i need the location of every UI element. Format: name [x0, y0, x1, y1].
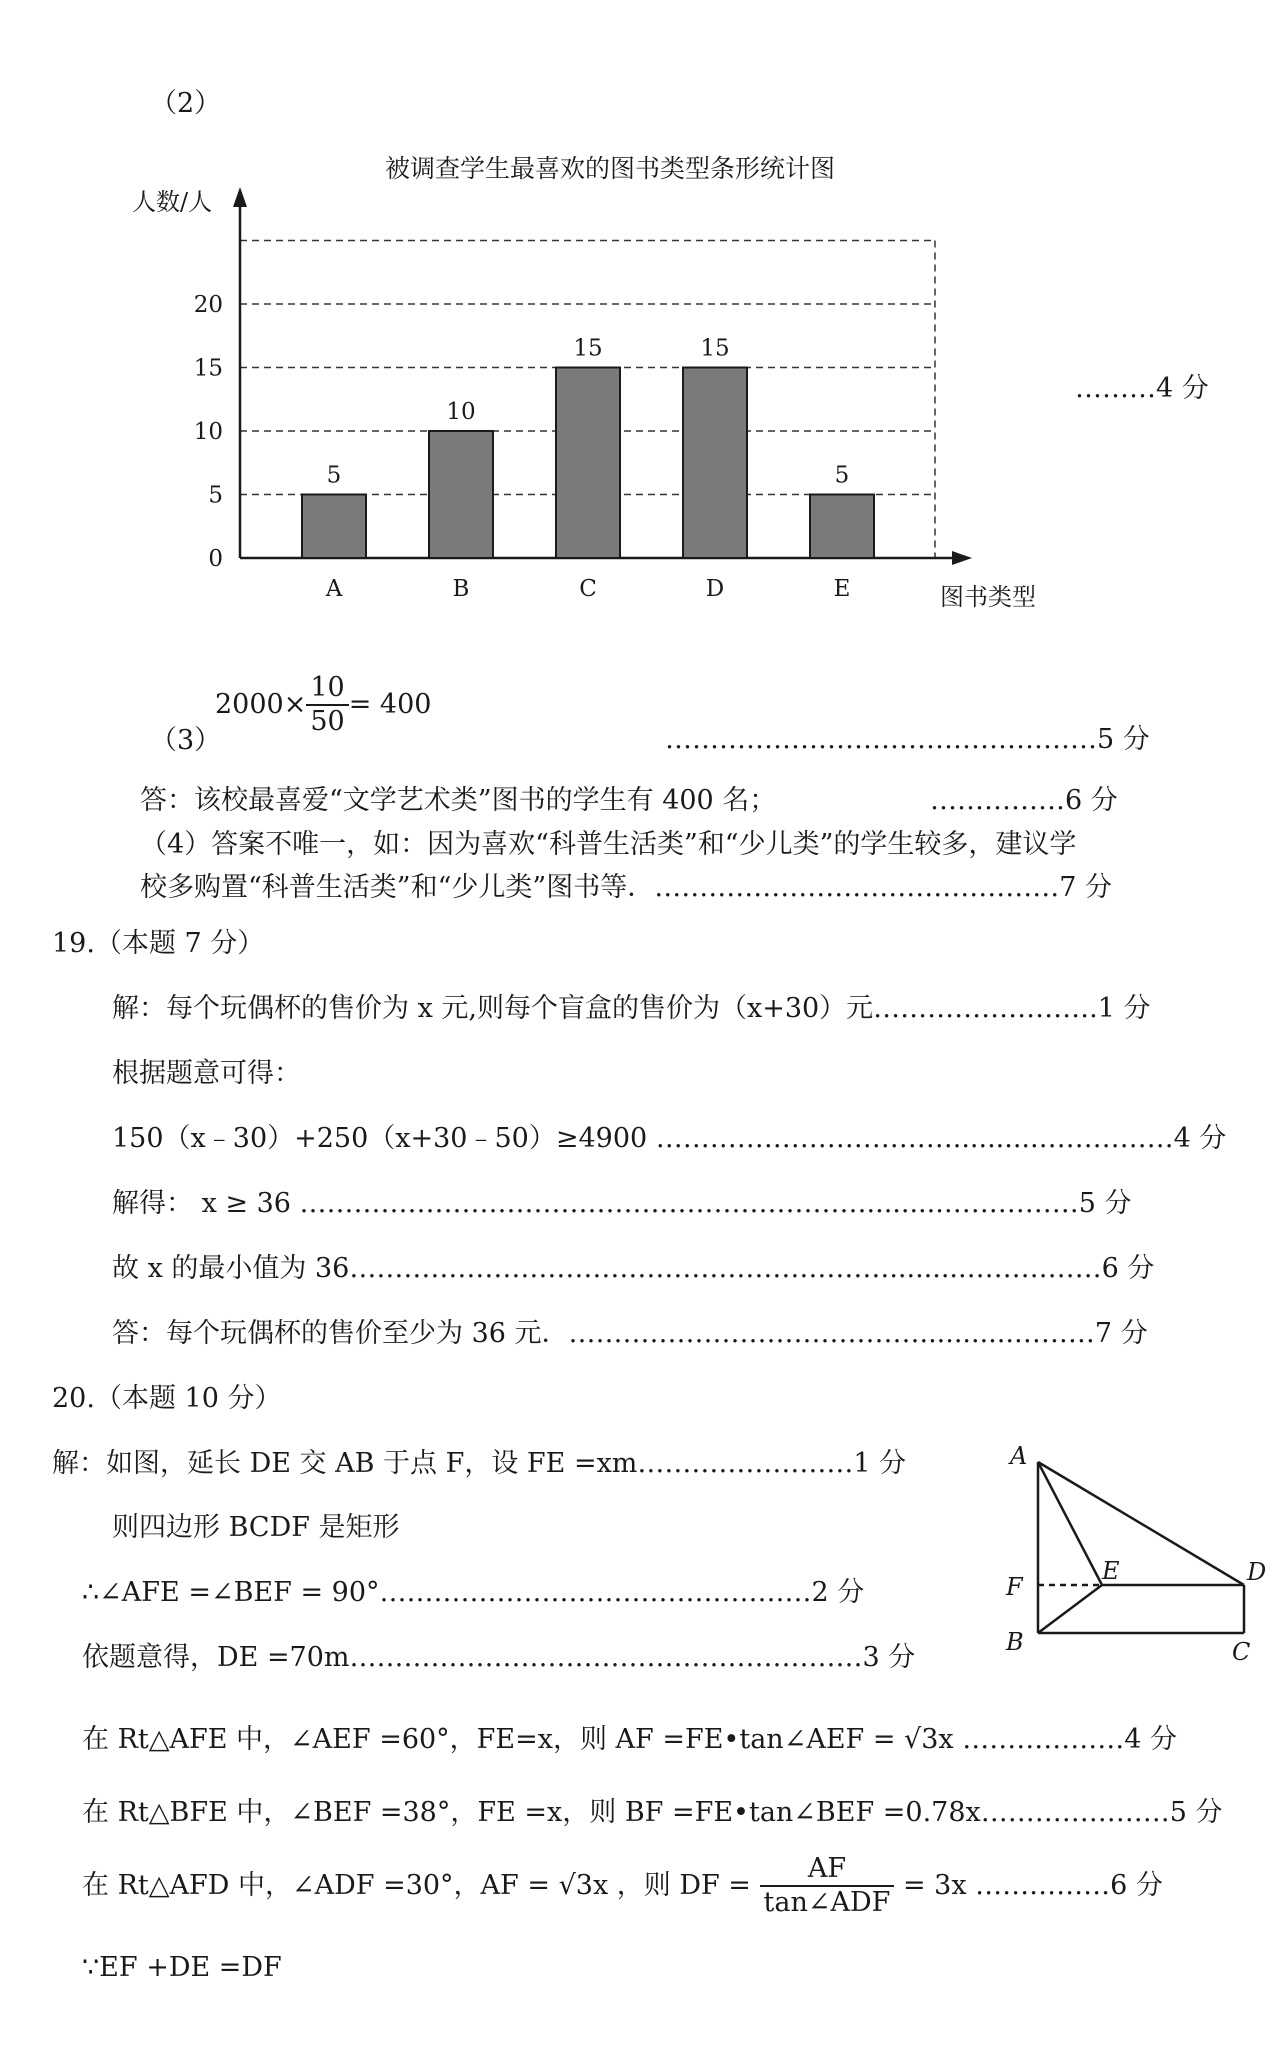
- y-tick-label: 20: [193, 292, 223, 318]
- formula-left: 2000×: [215, 688, 307, 720]
- label-d: D: [1247, 1558, 1267, 1586]
- label-a: A: [1010, 1442, 1028, 1470]
- bar: [302, 495, 366, 559]
- q20-line6: 在 Rt△BFE 中，∠BEF =38°，FE =x，则 BF =FE•tan∠BEF =0.78x…………………5 分: [82, 1797, 1223, 1828]
- formula-denominator: 50: [310, 706, 345, 738]
- label-c: C: [1232, 1638, 1251, 1666]
- score-answer3: ……………6 分: [930, 785, 1118, 816]
- bar-chart: [120, 145, 1080, 635]
- q19-line1: 解：每个玩偶杯的售价为 x 元,则每个盲盒的售价为（x+30）元…………………….1 分: [112, 993, 1151, 1024]
- x-axis-arrow: [952, 551, 972, 565]
- geometry-figure: [990, 1440, 1280, 1670]
- bar-value-label: 15: [573, 335, 603, 362]
- q19-header: 19.（本题 7 分）: [52, 928, 265, 959]
- q19-line6: 答：每个玩偶杯的售价至少为 36 元．…………………………………...........………7 分: [112, 1318, 1148, 1349]
- q20-line5: 在 Rt△AFE 中，∠AEF =60°，FE=x，则 AF =FE•tan∠AEF = √3x ………………4 分: [82, 1724, 1178, 1755]
- bar-value-label: 15: [700, 335, 730, 362]
- q20-header: 20.（本题 10 分）: [52, 1383, 282, 1414]
- q20-line7-pre: 在 Rt△AFD 中，∠ADF =30°，AF = √3x ，则 DF =: [82, 1869, 751, 1901]
- q19-line2: 根据题意可得：: [112, 1058, 301, 1089]
- q20-line7-fraction: [760, 1853, 895, 1920]
- formula-right: = 400: [348, 688, 432, 720]
- q20-line7-numerator: AF: [760, 1853, 895, 1887]
- part4-line2: 校多购置“科普生活类”和“少儿类”图书等．………………………………………7 分: [140, 872, 1112, 903]
- q20-line8: ∵EF +DE =DF: [82, 1952, 282, 1983]
- bar: [429, 431, 493, 558]
- bar: [683, 368, 747, 559]
- bar: [810, 495, 874, 559]
- x-tick-label: B: [452, 576, 470, 602]
- q19-line4: 解得： x ≥ 36 ……………………………………………………….........……………5 分: [112, 1188, 1132, 1219]
- label-f: F: [1006, 1573, 1023, 1601]
- q19-line3: 150（x﹣30）+250（x+30﹣50）≥4900 ……………………………..........……………4 分: [112, 1123, 1227, 1154]
- part4-line1: （4）答案不唯一，如：因为喜欢“科普生活类”和“少儿类”的学生较多，建议学: [140, 829, 1077, 860]
- part3-label: （3）: [150, 725, 222, 756]
- part3-formula: [215, 672, 431, 739]
- q20-line7: [82, 1853, 1163, 1920]
- bar-value-label: 5: [326, 462, 342, 489]
- y-tick-label: 5: [208, 482, 223, 509]
- q19-line5: 故 x 的最小值为 36…………………………………………………….........……………6 分: [112, 1253, 1155, 1284]
- score-part2: ………4 分: [1075, 373, 1209, 404]
- bar: [556, 368, 620, 559]
- formula-fraction: [306, 672, 348, 739]
- formula-numerator: 10: [306, 672, 348, 706]
- score-part3: …………………………………………5 分: [665, 724, 1150, 755]
- x-tick-label: C: [579, 576, 597, 602]
- label-b: B: [1006, 1628, 1024, 1656]
- q20-line2: 则四边形 BCDF 是矩形: [112, 1512, 400, 1543]
- y-tick-label: 10: [193, 419, 223, 445]
- part2-label: （2）: [150, 88, 222, 119]
- q20-line7-post: = 3x ……………6 分: [902, 1869, 1163, 1901]
- bar-value-label: 5: [834, 462, 850, 489]
- y-axis-label: 人数/人: [132, 188, 213, 216]
- segment-be: [1038, 1585, 1102, 1633]
- q20-line4: 依题意得，DE =70m…………………………………………………3 分: [82, 1642, 916, 1673]
- x-tick-label: E: [833, 576, 851, 602]
- x-tick-label: A: [325, 576, 343, 602]
- y-axis-arrow: [233, 187, 247, 207]
- q20-line1: 解：如图，延长 DE 交 AB 于点 F，设 FE =xm……………………1 分: [52, 1448, 907, 1479]
- y-tick-label: 0: [208, 546, 223, 572]
- chart-title: 被调查学生最喜欢的图书类型条形统计图: [384, 154, 836, 183]
- q20-line7-denominator: tan∠ADF: [763, 1887, 891, 1919]
- x-tick-label: D: [705, 576, 725, 602]
- label-e: E: [1102, 1557, 1120, 1585]
- y-tick-label: 15: [193, 355, 223, 382]
- x-axis-label: 图书类型: [940, 583, 1036, 611]
- q20-line3: ∴∠AFE =∠BEF = 90°…………………………………………2 分: [82, 1577, 865, 1608]
- answer-part3: 答：该校最喜爱“文学艺术类”图书的学生有 400 名；: [140, 785, 777, 816]
- bar-value-label: 10: [446, 399, 476, 425]
